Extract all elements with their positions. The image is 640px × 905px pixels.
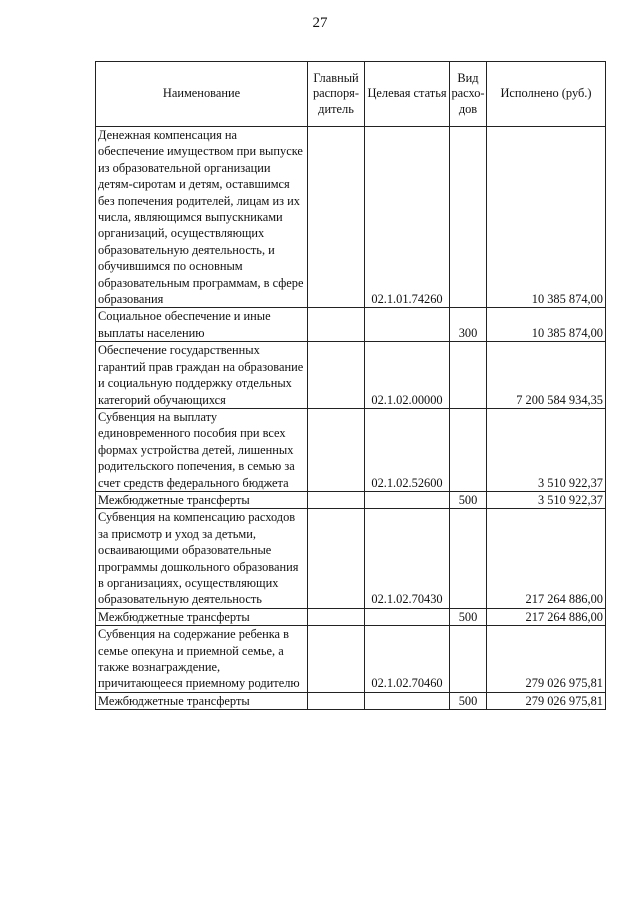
cell-name: Субвенция на компенсацию расходов за присмотр и уход за детьми, осваивающими образовательные программы дошкольного образования в организациях, осуществляющих образовательную деятельность bbox=[96, 509, 308, 608]
cell-target-article: 02.1.02.52600 bbox=[365, 408, 450, 491]
cell-target-article bbox=[365, 692, 450, 709]
cell-expense-type: 300 bbox=[450, 308, 487, 342]
cell-executed: 217 264 886,00 bbox=[487, 509, 606, 608]
cell-executed: 7 200 584 934,35 bbox=[487, 342, 606, 409]
cell-executed: 3 510 922,37 bbox=[487, 491, 606, 508]
cell-main-manager bbox=[308, 608, 365, 625]
cell-name: Межбюджетные трансферты bbox=[96, 491, 308, 508]
table-header-row bbox=[96, 62, 606, 127]
header-target-article: Целевая статья bbox=[365, 62, 450, 127]
cell-expense-type bbox=[450, 127, 487, 308]
cell-executed: 10 385 874,00 bbox=[487, 127, 606, 308]
cell-executed: 3 510 922,37 bbox=[487, 408, 606, 491]
table-row bbox=[96, 127, 606, 308]
cell-executed: 279 026 975,81 bbox=[487, 692, 606, 709]
cell-main-manager bbox=[308, 308, 365, 342]
table-row bbox=[96, 608, 606, 625]
cell-main-manager bbox=[308, 408, 365, 491]
cell-expense-type: 500 bbox=[450, 692, 487, 709]
cell-name: Социальное обеспечение и иные выплаты населению bbox=[96, 308, 308, 342]
table-row bbox=[96, 491, 606, 508]
cell-main-manager bbox=[308, 342, 365, 409]
cell-executed: 217 264 886,00 bbox=[487, 608, 606, 625]
cell-executed: 10 385 874,00 bbox=[487, 308, 606, 342]
table-row bbox=[96, 408, 606, 491]
cell-name: Межбюджетные трансферты bbox=[96, 692, 308, 709]
table-row bbox=[96, 626, 606, 693]
cell-expense-type bbox=[450, 408, 487, 491]
cell-target-article bbox=[365, 608, 450, 625]
cell-expense-type bbox=[450, 626, 487, 693]
header-expense-type: Вид расхо-дов bbox=[450, 62, 487, 127]
cell-main-manager bbox=[308, 626, 365, 693]
budget-execution-table bbox=[95, 61, 606, 710]
page-number: 27 bbox=[312, 15, 328, 31]
cell-main-manager bbox=[308, 491, 365, 508]
cell-main-manager bbox=[308, 127, 365, 308]
table-row bbox=[96, 342, 606, 409]
cell-expense-type bbox=[450, 342, 487, 409]
cell-executed: 279 026 975,81 bbox=[487, 626, 606, 693]
cell-target-article: 02.1.01.74260 bbox=[365, 127, 450, 308]
cell-expense-type: 500 bbox=[450, 608, 487, 625]
cell-expense-type: 500 bbox=[450, 491, 487, 508]
table-row bbox=[96, 692, 606, 709]
header-name: Наименование bbox=[96, 62, 308, 127]
cell-name: Межбюджетные трансферты bbox=[96, 608, 308, 625]
table-row bbox=[96, 509, 606, 608]
cell-target-article bbox=[365, 308, 450, 342]
cell-main-manager bbox=[308, 509, 365, 608]
cell-name: Субвенция на выплату единовременного пособия при всех формах устройства детей, лишенных родительского попечения, в семью за счет средств федерального бюджета bbox=[96, 408, 308, 491]
cell-target-article: 02.1.02.00000 bbox=[365, 342, 450, 409]
cell-expense-type bbox=[450, 509, 487, 608]
table-row bbox=[96, 308, 606, 342]
header-executed: Исполнено (руб.) bbox=[487, 62, 606, 127]
cell-name: Обеспечение государственных гарантий прав граждан на образование и социальную поддержку отдельных категорий обучающихся bbox=[96, 342, 308, 409]
cell-target-article bbox=[365, 491, 450, 508]
cell-main-manager bbox=[308, 692, 365, 709]
cell-name: Денежная компенсация на обеспечение имуществом при выпуске из образовательной организации детям-сиротам и детям, оставшимся без попечения родителей, лицам из их числа, являющимся выпускниками организаций, осуществляющих образовательную деятельность, и обучившимся по основным образовательным программам, в сфере образования bbox=[96, 127, 308, 308]
cell-target-article: 02.1.02.70430 bbox=[365, 509, 450, 608]
header-main-manager: Главный распоря-дитель bbox=[308, 62, 365, 127]
cell-name: Субвенция на содержание ребенка в семье опекуна и приемной семье, а также вознаграждение, причитающееся приемному родителю bbox=[96, 626, 308, 693]
cell-target-article: 02.1.02.70460 bbox=[365, 626, 450, 693]
